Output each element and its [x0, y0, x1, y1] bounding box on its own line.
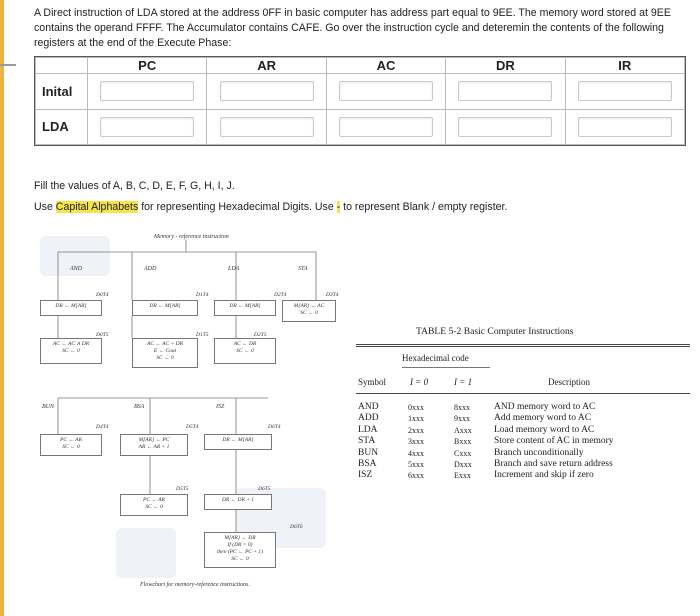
table-cell-i1: Bxxx [454, 437, 472, 447]
usage-instruction: Use Capital Alphabets for representing Hexadecimal Digits. Use - to represent Blank / empty register. [34, 201, 508, 213]
table-cell-description: Increment and skip if zero [494, 470, 594, 481]
label-and: AND [70, 266, 82, 272]
table52-symbol-column [358, 402, 379, 482]
flowchart-caption: Flowchart for memory-reference instructions. [140, 582, 250, 588]
highlight-capital-alphabets: Capital Alphabets [55, 201, 139, 213]
table-cell-i1: 9xxx [454, 414, 470, 424]
table-cell-i0: 6xxx [408, 471, 424, 481]
label-add: ADD [144, 266, 157, 272]
label-isz: ISZ [216, 404, 225, 410]
box-sta-store: M[AR] ← AC SC ← 0 [282, 300, 336, 322]
box-and-read: DR ← M[AR] [40, 300, 102, 316]
timing-d6t4: D6T4 [268, 424, 281, 430]
table-cell-i1: Exxx [454, 471, 471, 481]
fill-instruction: Fill the values of A, B, C, D, E, F, G, H, I, J. [34, 180, 235, 192]
table-cell-symbol: BUN [358, 447, 379, 458]
table-row-lda [36, 109, 685, 145]
timing-d1t5: D1T5 [196, 332, 209, 338]
memory-reference-flowchart [36, 228, 342, 608]
table52-hex-rule [402, 367, 490, 368]
table-cell-i0: 1xxx [408, 414, 424, 424]
table-cell-i1: Cxxx [454, 448, 472, 458]
timing-d2t4: D2T4 [274, 292, 287, 298]
row-label-initial: Inital [36, 74, 88, 110]
timing-d4t4: D4T4 [96, 424, 109, 430]
label-sta: STA [298, 266, 308, 272]
box-lda-read: DR ← M[AR] [214, 300, 276, 316]
question-intro: A Direct instruction of LDA stored at the address 0FF in basic computer has address part equal to 9EE. The memory word stored at 9EE contains the operand FFFF. The Accumulator contains CAFE. Go over the instruction cycle and deteremin the contents of the following registers at the end of the Execute Phase: [34, 7, 671, 49]
table-cell-i0: 2xxx [408, 425, 424, 435]
box-add-read: DR ← M[AR] [132, 300, 198, 316]
lda-dr-input[interactable] [458, 117, 552, 137]
table52-rule-top [356, 344, 690, 345]
timing-d5t4: D5T4 [186, 424, 199, 430]
table-cell-i1: Dxxx [454, 459, 472, 469]
table-cell-symbol: ISZ [358, 470, 373, 481]
flowchart-lines [36, 228, 342, 608]
table52-description-header: Description [548, 377, 590, 387]
table52-i1-header: I = 1 [454, 377, 473, 387]
table-cell-description: Add memory word to AC [494, 413, 592, 424]
header-ir: IR [565, 58, 684, 74]
table52-i1-column [454, 402, 472, 482]
table-cell-i1: 8xxx [454, 403, 470, 412]
box-isz-increment: DR ← DR + 1 [204, 494, 272, 510]
header-pc: PC [88, 58, 207, 74]
table52-hex-header: Hexadecimal code [402, 353, 469, 363]
table-cell-i0: 5xxx [408, 459, 424, 469]
register-table-header [36, 58, 685, 74]
table-cell-description: Branch and save return address [494, 458, 613, 469]
table-cell-description: Store content of AC in memory [494, 436, 614, 447]
box-bun-exec: PC ← AR SC ← 0 [40, 434, 102, 456]
label-bun: BUN [42, 404, 54, 410]
lda-pc-input[interactable] [100, 117, 194, 137]
left-accent-tick [0, 64, 16, 66]
highlight-dash: - [336, 201, 341, 213]
table-cell-description: AND memory word to AC [494, 402, 596, 412]
header-ar: AR [207, 58, 326, 74]
box-bsa-store: M[AR] ← PC AR ← AR + 1 [120, 434, 188, 456]
table-cell-symbol: AND [358, 402, 379, 412]
table-cell-description: Load memory word to AC [494, 424, 595, 435]
header-dr: DR [446, 58, 565, 74]
timing-d6t5: D6T5 [258, 486, 271, 492]
initial-pc-input[interactable] [100, 81, 194, 101]
table-cell-i0: 0xxx [408, 403, 424, 412]
table-cell-i0: 3xxx [408, 437, 424, 447]
table52-description-column [494, 402, 614, 482]
header-ac: AC [326, 58, 445, 74]
box-bsa-branch: PC ← AR SC ← 0 [120, 494, 188, 516]
timing-d6t6: D6T6 [290, 524, 303, 530]
initial-dr-input[interactable] [458, 81, 552, 101]
register-table [34, 56, 686, 146]
box-and-exec: AC ← AC ∧ DR SC ← 0 [40, 338, 102, 364]
table52-i0-column [408, 402, 424, 482]
table-cell-description: Branch unconditionally [494, 447, 584, 458]
table-cell-symbol: LDA [358, 424, 378, 435]
table-cell-i0: 4xxx [408, 448, 424, 458]
table-row-initial [36, 74, 685, 110]
box-isz-read: DR ← M[AR] [204, 434, 272, 450]
box-lda-exec: AC ← DR SC ← 0 [214, 338, 276, 364]
table52-rule-top2 [356, 346, 690, 347]
table-cell-symbol: BSA [358, 458, 377, 469]
timing-d0t5: D0T5 [96, 332, 109, 338]
table-cell-symbol: STA [358, 436, 376, 447]
label-bsa: BSA [134, 404, 145, 410]
timing-d5t5: D5T5 [176, 486, 189, 492]
lda-ar-input[interactable] [220, 117, 314, 137]
table52-title: TABLE 5-2 Basic Computer Instructions [416, 326, 574, 337]
table52-symbol-header: Symbol [358, 377, 387, 387]
lda-ir-input[interactable] [578, 117, 672, 137]
flowchart-title: Memory - reference instruction [154, 234, 229, 240]
initial-ac-input[interactable] [339, 81, 433, 101]
box-isz-store-skip: M[AR] ← DR If (DR = 0) then (PC ← PC + 1) SC ← 0 [204, 532, 276, 568]
left-accent-bar [0, 0, 4, 616]
table-cell-i1: Axxx [454, 425, 472, 435]
initial-ar-input[interactable] [220, 81, 314, 101]
row-label-lda: LDA [36, 109, 88, 145]
table52-i0-header: I = 0 [410, 377, 429, 387]
label-lda: LDA [228, 266, 240, 272]
table52-rule-mid [356, 393, 690, 394]
timing-d2t5: D2T5 [254, 332, 267, 338]
header-corner [36, 58, 88, 74]
timing-d3t4: D3T4 [326, 292, 339, 298]
table-cell-symbol: ADD [358, 413, 379, 424]
lda-ac-input[interactable] [339, 117, 433, 137]
timing-d0t4: D0T4 [96, 292, 109, 298]
timing-d1t4: D1T4 [196, 292, 209, 298]
initial-ir-input[interactable] [578, 81, 672, 101]
box-add-exec: AC ← AC + DR E ← Cout SC ← 0 [132, 338, 198, 368]
